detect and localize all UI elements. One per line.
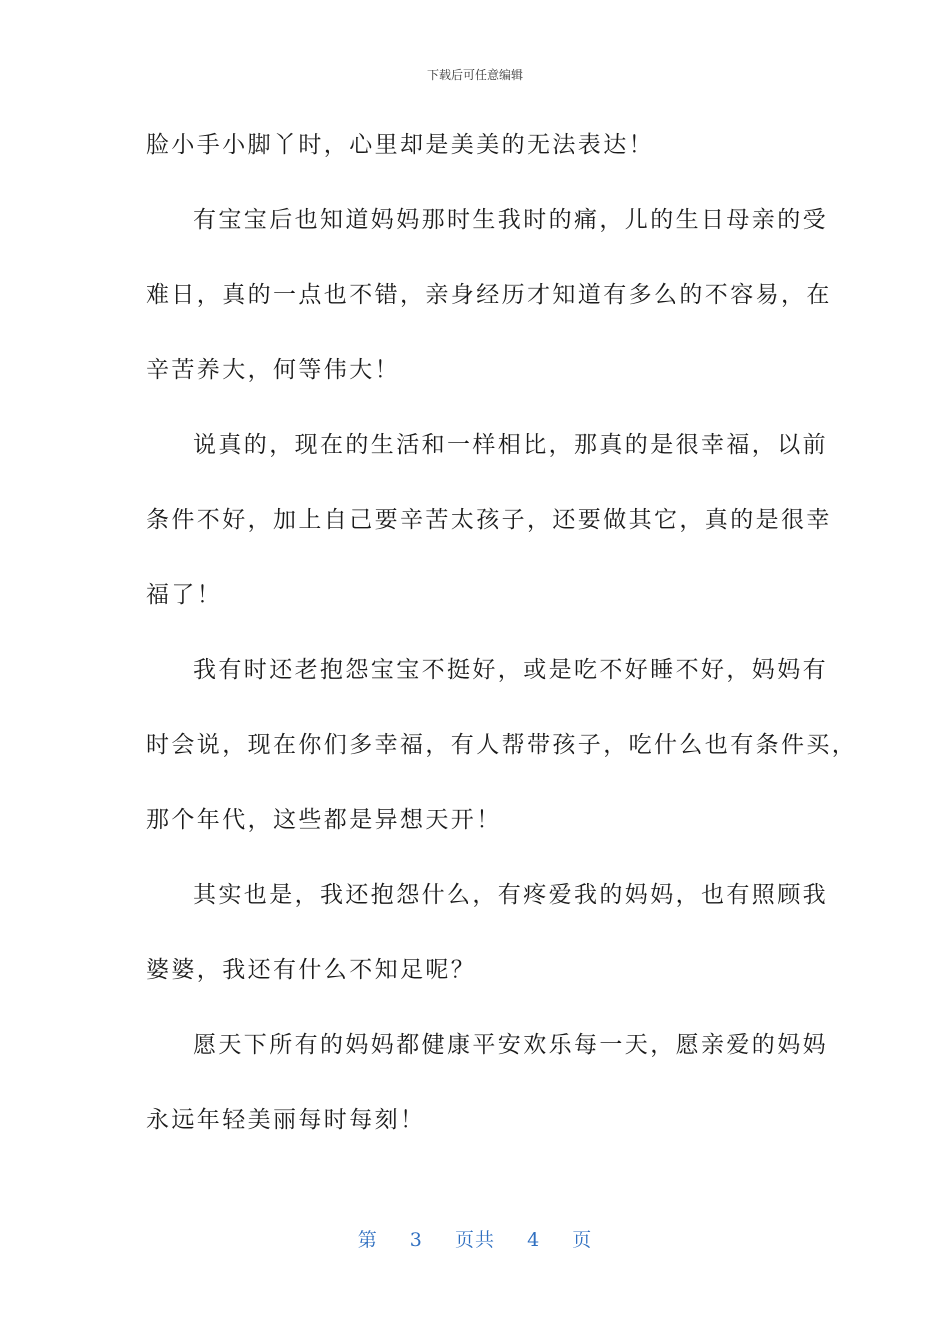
text-line: 时会说，现在你们多幸福，有人帮带孩子，吃什么也有条件买， xyxy=(146,732,858,758)
footer-middle: 页共 xyxy=(454,1229,495,1251)
text-line: 永远年轻美丽每时每刻！ xyxy=(146,1107,426,1133)
text-line: 有宝宝后也知道妈妈那时生我时的痛，儿的生日母亲的受 xyxy=(193,207,828,233)
text-line: 我有时还老抱怨宝宝不挺好，或是吃不好睡不好，妈妈有 xyxy=(193,657,828,683)
text-line: 条件不好，加上自己要辛苦太孩子，还要做其它，真的是很幸 xyxy=(146,507,832,533)
page-footer xyxy=(0,1225,950,1252)
text-line: 愿天下所有的妈妈都健康平安欢乐每一天，愿亲爱的妈妈 xyxy=(193,1032,828,1058)
text-line: 难日，真的一点也不错，亲身经历才知道有多么的不容易，在 xyxy=(146,282,832,308)
text-line: 辛苦养大，何等伟大！ xyxy=(146,357,400,383)
footer-prefix: 第 xyxy=(357,1229,378,1251)
footer-suffix: 页 xyxy=(572,1229,593,1251)
page-header: 下载后可任意编辑 xyxy=(426,68,523,82)
text-line: 那个年代，这些都是异想天开！ xyxy=(146,807,502,833)
text-line: 婆婆，我还有什么不知足呢？ xyxy=(146,957,477,983)
text-line: 脸小手小脚丫时，心里却是美美的无法表达！ xyxy=(146,132,654,158)
text-line: 其实也是，我还抱怨什么，有疼爱我的妈妈，也有照顾我 xyxy=(193,882,828,908)
footer-current-page: 3 xyxy=(409,1229,423,1251)
text-line: 说真的，现在的生活和一样相比，那真的是很幸福，以前 xyxy=(193,432,828,458)
footer-total-pages: 4 xyxy=(527,1229,541,1251)
text-line: 福了！ xyxy=(146,582,223,608)
